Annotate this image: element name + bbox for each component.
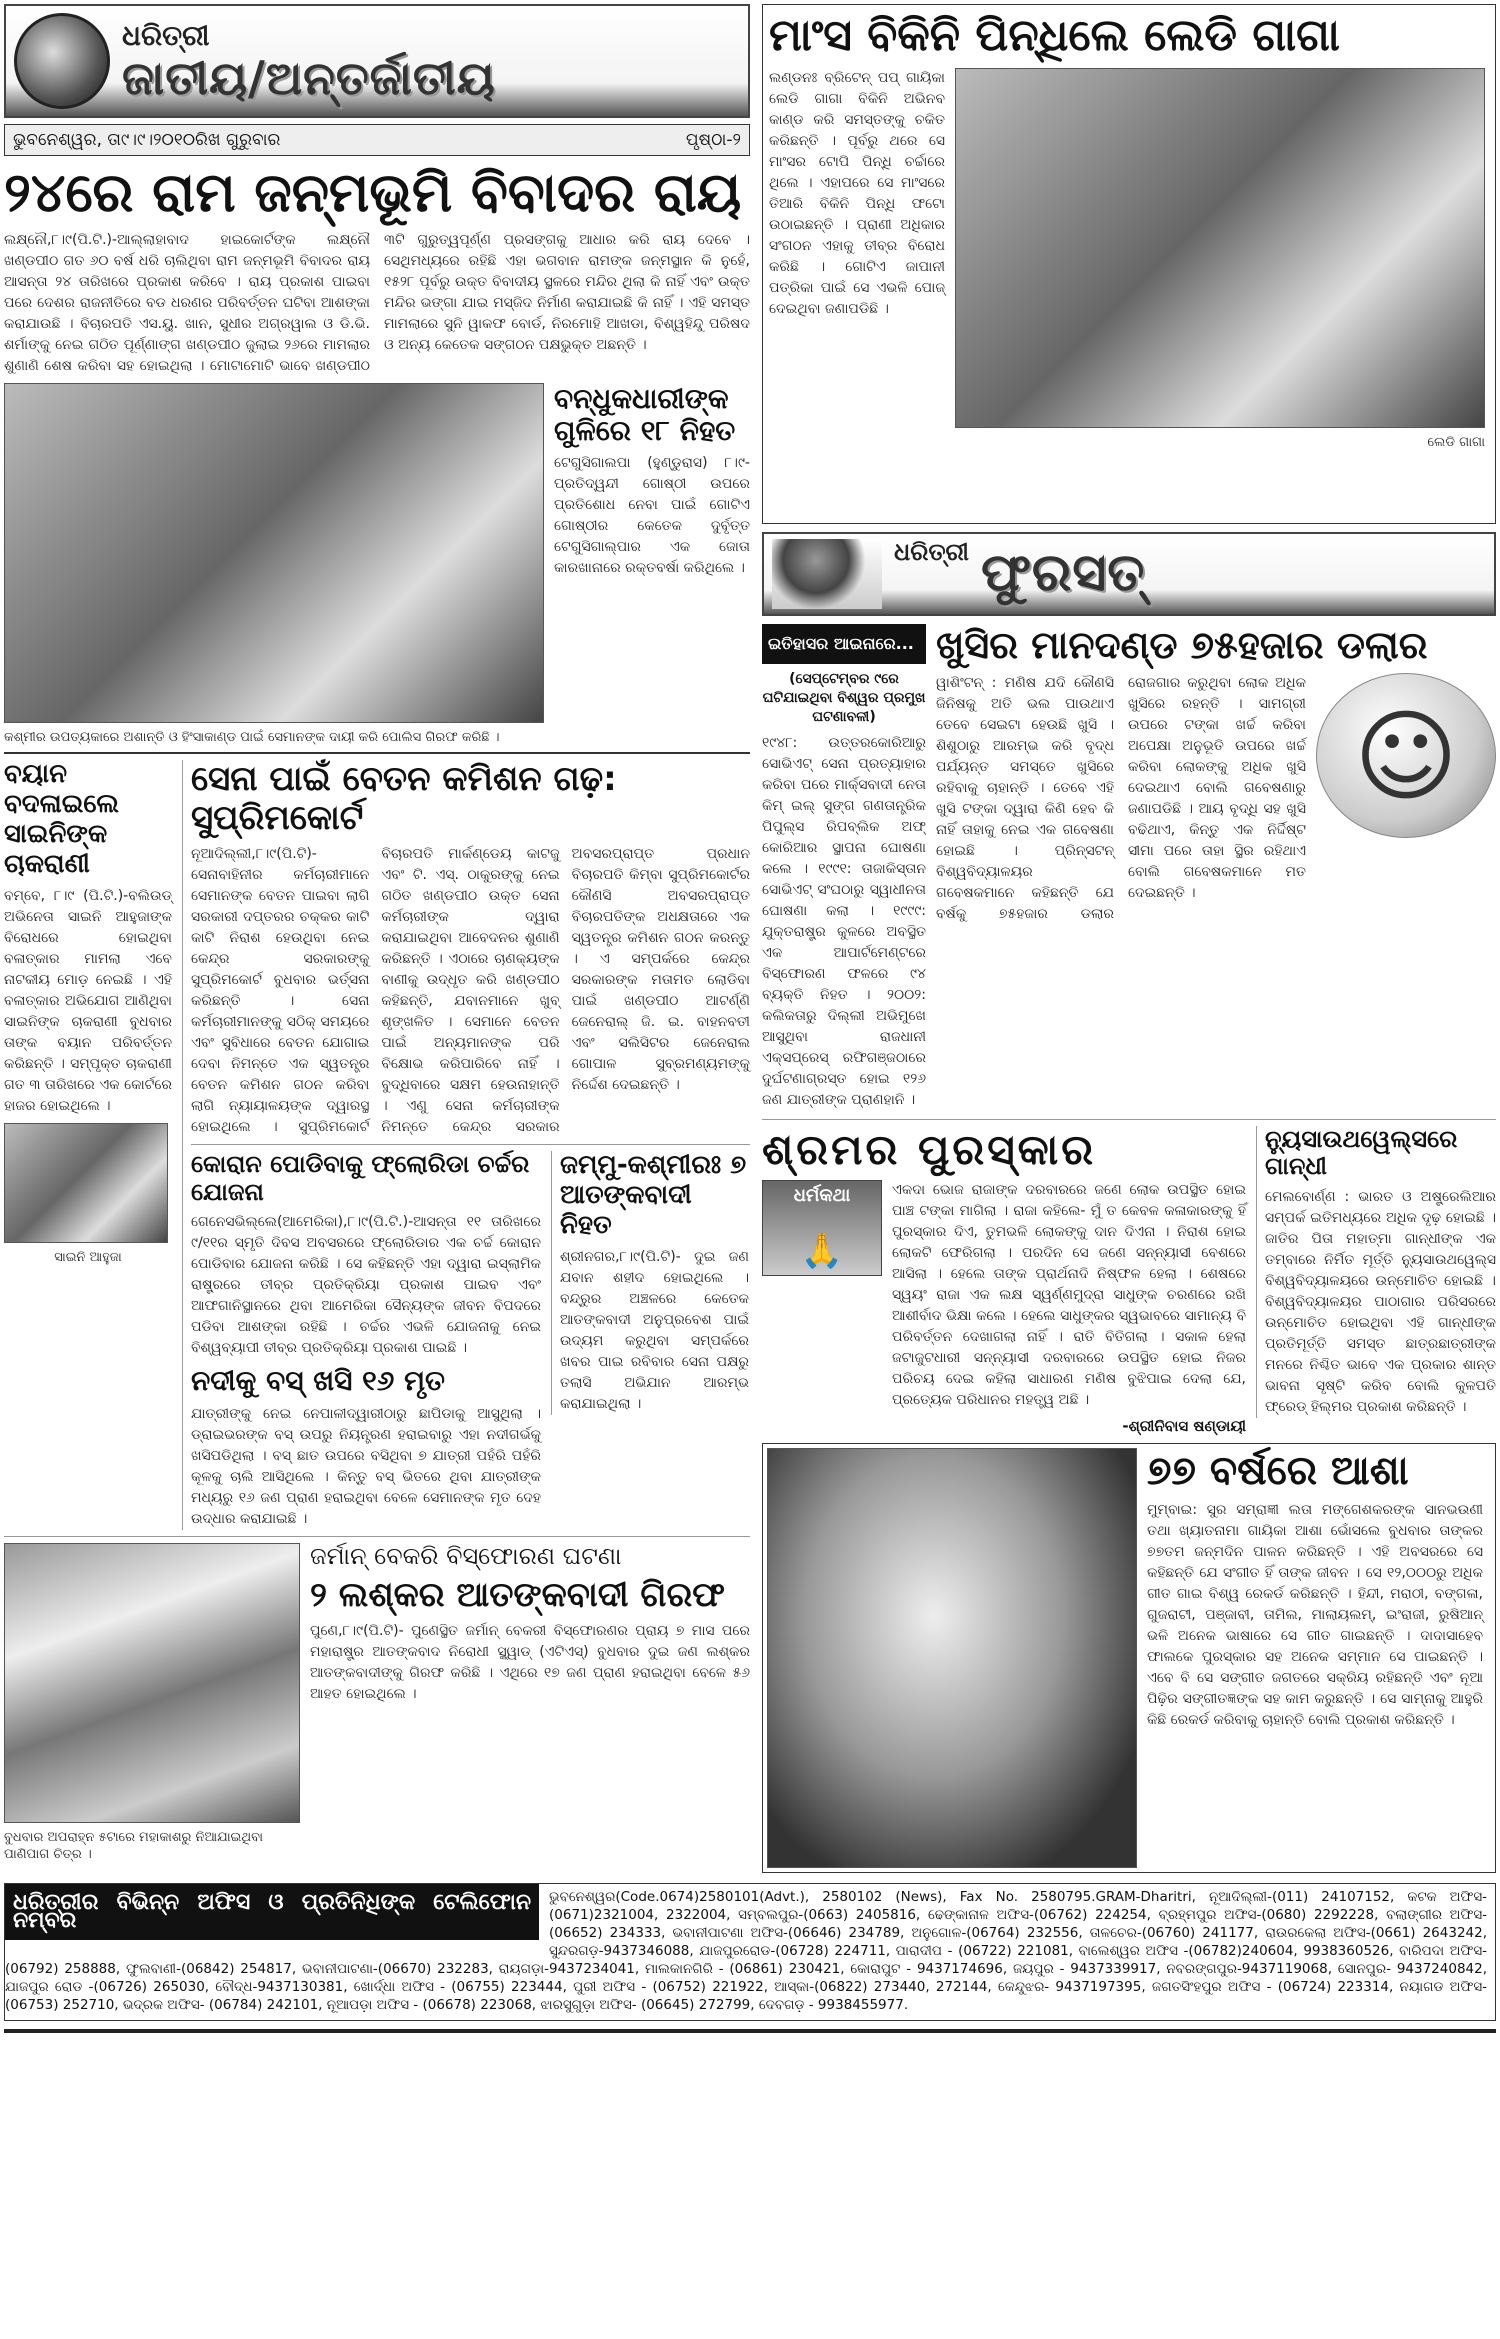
divider [4, 752, 750, 754]
bus-body: ଯାତ୍ରୀଙ୍କୁ ନେଇ ନେପାଳୀଦ୍ୱାରୀଠାରୁ ଛାପିଡାକୁ ଆସୁଥିଲା । ଡ୍ରାଇଭରଙ୍କ ବସ୍ ଉପରୁ ନିୟନ୍ତ୍ରଣ ହରାଇବାରୁ ଏହା ନଦୀଗର୍ଭକୁ ଖସିପଡିଥିଲା । ବସ୍ ଛାତ ଉପରେ ବସିଥିବା ୭ ଯାତ୍ରୀ ପହଁରି ପହଁରି କୂଳକୁ ଚାଲି ଆସିଥିଲେ । କିନ୍ତୁ ବସ୍ ଭିତରେ ଥିବା ଯାତ୍ରୀଙ୍କ ମଧ୍ୟରୁ ୧୬ ଜଣ ପ୍ରାଣ ହରାଇଥିବା ବେଳେ ସେମାନଙ୍କ ମୃତ ଦେହ ଉଦ୍ଧାର କରାଯାଇଛି । [191, 1405, 541, 1527]
lower-left-row [4, 760, 750, 1530]
asha-body: ମୁମ୍ବାଇ: ସୁର ସମ୍ରାଜ୍ଞୀ ଲତା ମଙ୍ଗେଶକରଙ୍କ ସାନଭଉଣୀ ତଥା ଖ୍ୟାତନାମା ଗାୟିକା ଆଶା ଭୋଁସଲେ ବୁଧବାର ତାଙ୍କର ୭୭ତମ ଜନ୍ମଦିନ ପାଳନ କରିଛନ୍ତି । ଏହି ଅବସରରେ ସେ କହିଛନ୍ତି ଯେ ସଂଗୀତ ହିଁ ତାଙ୍କ ଜୀବନ । ସେ ୧୨,୦୦୦ରୁ ଅଧିକ ଗୀତ ଗାଇ ବିଶ୍ୱ ରେକର୍ଡ କରିଛନ୍ତି । ହିନ୍ଦୀ, ମରାଠୀ, ବଙ୍ଗଳା, ଗୁଜରାଟୀ, ପଞ୍ଜାବୀ, ତାମିଲ, ମାଲାୟଲମ୍, ଇଂରାଜୀ, ରୁଷିଆନ୍ ଭଳି ଅନେକ ଭାଷାରେ ସେ ଗୀତ ଗାଇଛନ୍ତି । ଦାଦାସାହେବ ଫାଲକେ ପୁରସ୍କାର ସହ ଅନେକ ସମ୍ମାନ ସେ ପାଇଛନ୍ତି । ଏବେ ବି ସେ ସଙ୍ଗୀତ ଜଗତରେ ସକ୍ରିୟ ରହିଛନ୍ତି ଏବଂ ନୂଆ ପିଢ଼ିର ସଙ୍ଗୀତଜ୍ଞଙ୍କ ସହ କାମ କରୁଛନ୍ତି । ସେ ସାମ୍ନାକୁ ଆହୁରି କିଛି ରେକର୍ଡ କରିବାକୁ ଚାହାନ୍ତି ବୋଲି ପ୍ରକାଶ କରିଛନ୍ତି । [1147, 1501, 1483, 1728]
quran-headline: କୋରାନ ପୋଡିବାକୁ ଫ୍ଲୋରିଡା ଚର୍ଚ୍ଚର ଯୋଜନା [191, 1150, 530, 1206]
saini-photo [4, 1123, 168, 1243]
army-headline: ସେନା ପାଇଁ ବେତନ କମିଶନ ଗଢ଼: ସୁପ୍ରିମକୋର୍ଟ [191, 759, 617, 839]
gaga-photo [955, 68, 1485, 428]
quran-body: ଗେନେସଭିଲ୍ଲେ(ଆମେରିକା),୮।୯(ପି.ଟି.)-ଆସନ୍ତା ୧୧ ତାରିଖରେ ୯/୧୧ର ସ୍ମୃତି ଦିବସ ଅବସରରେ ଫ୍ଲୋରିଡାର ଏକ ଚର୍ଚ୍ଚ କୋରାନ ପୋଡିବାର ଯୋଜନା କରିଛି । ସେ କହିଛନ୍ତି ଏହା ଦ୍ୱାରା ଇସ୍ଲାମିକ ରାଷ୍ଟ୍ରରେ ତୀବ୍ର ପ୍ରତିକ୍ରିୟା ପ୍ରକାଶ ପାଇବ ଏବଂ ଆଫଗାନିସ୍ଥାନରେ ଥିବା ଆମେରିକା ସୈନ୍ୟଙ୍କ ଜୀବନ ବିପଦରେ ପଡିବା ଆଶଙ୍କା ରହିଛି । ଚର୍ଚ୍ଚର ଏଭଳି ଯୋଜନାକୁ ନେଇ ବିଶ୍ୱବ୍ୟାପୀ ତୀବ୍ର ପ୍ରତିକ୍ରିୟା ପ୍ରକାଶ ପାଇଛି । [191, 1214, 541, 1357]
ram-headline: ୨୪ରେ ରାମ ଜନ୍ମଭୂମି ବିବାଦର ରାୟ [4, 161, 742, 224]
shram-gandhi-row [762, 1119, 1496, 1435]
happiness-body: ୱାଶିଂଟନ୍ : ମଣିଷ ଯଦି କୌଣସି ଜିନିଷକୁ ଅତି ଭଲ ପାଉଥାଏ ତେବେ ସେଇଟା ହେଉଛି ଖୁସି । ଶିଶୁଠାରୁ ଆରମ୍ଭ କରି ବୃଦ୍ଧ ପର୍ଯ୍ୟନ୍ତ ସମସ୍ତେ ଖୁସିରେ ରହିବାକୁ ଚାହାନ୍ତି । ତେବେ ଏହି ଖୁସି ଟଙ୍କା ଦ୍ୱାରା କିଣି ହେବ କି ନାହିଁ ତାହାକୁ ନେଇ ଏକ ଗବେଷଣା ହୋଇଛି । ପ୍ରିନ୍ସଟନ୍ ବିଶ୍ୱବିଦ୍ୟାଳୟର ଗବେଷକମାନେ କହିଛନ୍ତି ଯେ ବର୍ଷକୁ ୭୫ହଜାର ଡଲାର ରୋଜଗାର କରୁଥିବା ଲୋକ ଅଧିକ ଖୁସିରେ ରହନ୍ତି । ସାମଗ୍ରୀ ଉପରେ ଟଙ୍କା ଖର୍ଚ୍ଚ କରିବା ଅପେକ୍ଷା ଅନୁଭୂତି ଉପରେ ଖର୍ଚ୍ଚ କରିବା ଲୋକଙ୍କୁ ଅଧିକ ଖୁସି ଦେଇଥାଏ ବୋଲି ଗବେଷଣାରୁ ଜଣାପଡିଛି । ଆୟ ବୃଦ୍ଧି ସହ ଖୁସି ବଢିଥାଏ, କିନ୍ତୁ ଏକ ନିର୍ଦ୍ଦିଷ୍ଟ ସୀମା ପରେ ତାହା ସ୍ଥିର ରହିଥାଏ ବୋଲି ଗବେଷକମାନେ ମତ ଦେଇଛନ୍ତି । [936, 675, 1306, 923]
shram-author: -ଶ୍ରୀନିବାସ ଷଣ୍ଡାୟୀ [1122, 1416, 1246, 1435]
dharmakatha-label: ଧର୍ମକଥା [793, 1184, 851, 1206]
gaga-headline: ମାଂସ ବିକିନି ପିନ୍ଧିଲେ ଲେଡି ଗାଗା [769, 10, 1340, 61]
history-body: ୧୯୪୮: ଉତ୍ତରକୋରିଆରୁ ସୋଭିଏଟ୍ ସେନା ପ୍ରତ୍ୟାହାର କରିବା ପରେ ମାର୍କ୍ସବାଦୀ ନେତା କିମ୍ ଇଲ୍ ସୁଙ୍ଗ ଗଣତାନ୍ତ୍ରିକ ପିପୁଲ୍ସ ରିପବ୍ଲିକ ଅଫ୍ କୋରିଆର ସ୍ଥାପନା ଘୋଷଣା କଲେ । ୧୯୯୧: ତାଜାକିସ୍ତାନ ସୋଭିଏଟ୍ ସଂଘଠାରୁ ସ୍ୱାଧୀନତା ଘୋଷଣା କଲା । ୧୯୯୯: ଯୁକ୍ତରାଷ୍ଟ୍ର କୁଳରେ ଅବସ୍ଥିତ ଏକ ଆପାର୍ଟମେଣ୍ଟରେ ବିସ୍ଫୋରଣ ଫଳରେ ୯୪ ବ୍ୟକ୍ତି ନିହତ । ୨୦୦୨: କଲିକତାରୁ ଦିଲ୍ଲୀ ଅଭିମୁଖେ ଆସୁଥିବା ରାଜଧାନୀ ଏକ୍ସପ୍ରେସ୍ ରଫିଗଞ୍ଜଠାରେ ଦୁର୍ଘଟଣାଗ୍ରସ୍ତ ହୋଇ ୧୨୬ ଜଣ ଯାତ୍ରୀଙ୍କ ପ୍ରାଣହାନି । [762, 734, 926, 1108]
section-masthead [4, 4, 750, 118]
globe-logo-icon [14, 13, 110, 109]
gaga-body-continued [769, 457, 1489, 517]
history-happiness-row [762, 624, 1496, 1111]
german-headline: ୨ ଲଶ୍କର ଆତଙ୍କବାଦୀ ଗିରଫ [310, 1575, 725, 1616]
gaga-photo-caption: ଲେଡି ଗାଗା [1427, 434, 1485, 450]
saini-photo-caption: ସାଇନି ଆହୁଜା [54, 1249, 122, 1265]
saini-headline: ବୟାନ ବଦଳାଇଲେ ସାଇନିଙ୍କ ଚାକରାଣୀ [4, 759, 119, 879]
satellite-weather-photo [4, 1543, 300, 1823]
army-body: ନୂଆଦିଲ୍ଲୀ,୮।୯(ପି.ଟି)- ସେନାବାହିନୀର କର୍ମଚାରୀମାନେ ସେମାନଙ୍କ ବେତନ ପାଇବା ଲାଗି ସରକାରୀ ଦପ୍ତରର ଚକ୍କର କାଟି କାଟି ନିରାଶ ହେଉଥିବା ନେଇ କେନ୍ଦ୍ର ସରକାରଙ୍କୁ ସୁପ୍ରିମକୋର୍ଟ ବୁଧବାର ଭର୍ତ୍ସନା କରିଛନ୍ତି । ସେନା କର୍ମଚାରୀମାନଙ୍କୁ ସଠିକ୍ ସମୟରେ ଏବଂ ସୁବିଧାରେ ବେତନ ଯୋଗାଇ ଦେବା ନିମନ୍ତେ ଏକ ସ୍ୱତନ୍ତ୍ର ବେତନ କମିଶନ ଗଠନ କରିବା ଲାଗି ନ୍ୟାୟାଳୟଙ୍କ ଦ୍ୱାରସ୍ଥ ହୋଇଥିଲେ । ସୁପ୍ରିମକୋର୍ଟ ବିଚାରପତି ମାର୍କଣ୍ଡେୟ କାଟଜୁ ଏବଂ ଟି. ଏସ୍. ଠାକୁରଙ୍କୁ ନେଇ ଗଠିତ ଖଣ୍ଡପୀଠ ଉକ୍ତ ସେନା କର୍ମଚାରୀଙ୍କ ଦ୍ୱାରା କରାଯାଇଥିବା ଆବେଦନର ଶୁଣାଣି କରିଛନ୍ତି । ଏଠାରେ ଚାଣକ୍ୟଙ୍କ ବାଣୀକୁ ଉଦ୍ଧୃତ କରି ଖଣ୍ଡପୀଠ କହିଛନ୍ତି, ଯବାନମାନେ ଖୁବ୍ ଶୃଙ୍ଖଳିତ । ସେମାନେ ବେତନ ପାଇଁ ଅନ୍ୟମାନଙ୍କ ପରି ବିକ୍ଷୋଭ କରିପାରିବେ ନାହିଁ । ବୁଦ୍ଧିବାରେ ସକ୍ଷମ ହେଉନାହାନ୍ତି । ଏଣୁ ସେନା କର୍ମଚାରୀଙ୍କ ନିମନ୍ତେ କେନ୍ଦ୍ର ସରକାର ଅବସରପ୍ରାପ୍ତ ପ୍ରଧାନ ବିଚାରପତି କିମ୍ବା ସୁପ୍ରିମକୋର୍ଟର କୌଣସି ଅବସରପ୍ରାପ୍ତ ବିଚାରପତିଙ୍କ ଅଧକ୍ଷତାରେ ଏକ ସ୍ୱତନ୍ତ୍ର କମିଶନ ଗଠନ କରନ୍ତୁ । ଏ ସମ୍ପର୍କରେ କେନ୍ଦ୍ର ସରକାରଙ୍କ ମତାମତ ଲୋଡିବା ପାଇଁ ଖଣ୍ଡପୀଠ ଆଟର୍ଣ୍ଣି ଜେନେରାଲ୍ ଜି. ଇ. ବାହନବତୀ ଏବଂ ସଲିସିଟର ଜେନେରାଲ ଗୋପାଳ ସୁବ୍ରମଣ୍ୟମଙ୍କୁ ନିର୍ଦ୍ଦେଶ ଦେଇଛନ୍ତି । [191, 846, 750, 1136]
history-label: ଇତିହାସର ଆଇନାରେ... [762, 624, 926, 664]
german-row [4, 1536, 750, 1863]
gaga-panel [762, 4, 1496, 524]
dateline: ଭୁବନେଶ୍ୱର, ତା୯।୯।୨୦୧୦ରିଖ ଗୁରୁବାର [13, 130, 281, 150]
gunmen-headline: ବନ୍ଧୁକଧାରୀଙ୍କ ଗୁଳିରେ ୧୮ ନିହତ [554, 382, 736, 448]
bus-headline: ନଦୀକୁ ବସ୍ ଖସି ୧୬ ମୃତ [191, 1364, 445, 1398]
bottom-rule [4, 2029, 1496, 2033]
shram-headline: ଶ୍ରମର ପୁରସ୍କାର [762, 1124, 1097, 1174]
footer-title: ଧରିତ୍ରୀର ବିଭିନ୍ନ ଅଫିସ ଓ ପ୍ରତିନିଧିଙ୍କ ଟେଲିଫୋନ ନମ୍ବର [5, 1884, 539, 1940]
asha-photo [767, 1448, 1137, 1868]
gaga-body: ଲଣ୍ଡନଃ ବ୍ରିଟେନ୍ ପପ୍ ଗାୟିକା ଲେଡି ଗାଗା ବିକିନି ଅଭିନବ କାଣ୍ଡ କରି ସମସ୍ତଙ୍କୁ ଚକିତ କରିଛନ୍ତି । ପୂର୍ବରୁ ଥରେ ସେ ମାଂସର ଟୋପି ପିନ୍ଧି ଚର୍ଚ୍ଚାରେ ଥିଲେ । ଏହାପରେ ସେ ମାଂସରେ ତିଆରି ବିକିନି ପିନ୍ଧି ଫଟୋ ଉଠାଇଛନ୍ତି । ପ୍ରାଣୀ ଅଧିକାର ସଂଗଠନ ଏହାକୁ ତୀବ୍ର ବିରୋଧ କରିଛି । ଗୋଟିଏ ଜାପାନୀ ପତ୍ରିକା ପାଇଁ ସେ ଏଭଳି ପୋଜ୍ ଦେଇଥିବା ଜଣାପଡିଛି । [769, 69, 945, 317]
saini-body: ବମ୍ବେ, ୮।୯ (ପି.ଟି.)-ବଲିଉଡ୍ ଅଭିନେତା ସାଇନି ଆହୁଜାଙ୍କ ବିରୋଧରେ ହୋଇଥିବା ବଳାତ୍କାର ମାମଲା ଏବେ ନାଟକୀୟ ମୋଡ଼ ନେଇଛି । ଏହି ବଳାତ୍କାର ଅଭିଯୋଗ ଆଣିଥିବା ସାଇନିଙ୍କ ଚାକରାଣୀ ବୁଧବାର ତାଙ୍କ ବୟାନ ପରିବର୍ତ୍ତନ କରିଛନ୍ତି । ସମ୍ପୃକ୍ତ ଚାକରାଣୀ ଗତ ୩ ତାରିଖରେ ଏକ କୋର୍ଟରେ ହାଜର ହୋଇଥିଲେ । [4, 887, 172, 1114]
right-column [762, 4, 1496, 1873]
page-number: ପୃଷ୍ଠା-୨ [685, 130, 741, 150]
left-column [4, 4, 750, 1863]
smiley-face-icon: ☺ [1316, 673, 1496, 838]
asha-panel [762, 1443, 1496, 1873]
fursat-banner [762, 532, 1496, 616]
history-subtitle: (ସେପ୍ଟେମ୍ବର ୯ରେ ଘଟିଯାଇଥିବା ବିଶ୍ୱର ପ୍ରମୁଖ ଘଟଣାବଳୀ) [762, 670, 926, 725]
newspaper-page [4, 4, 1496, 1873]
gandhi-body: ମେଲବୋର୍ଣ୍ଣ : ଭାରତ ଓ ଅଷ୍ଟ୍ରେଲିଆର ସମ୍ପର୍କ ଇତିମଧ୍ୟରେ ଅଧିକ ଦୃଢ଼ ହୋଇଛି । ଜାତିର ପିତା ମହାତ୍ମା ଗାନ୍ଧୀଙ୍କ ଏକ ତମ୍ବାରେ ନିର୍ମିତ ମୂର୍ତ୍ତି ନ୍ୟୁସାଉଥୱେଲ୍ସ ବିଶ୍ୱବିଦ୍ୟାଳୟରେ ଉନ୍ମୋଚିତ ହୋଇଛି । ବିଶ୍ୱବିଦ୍ୟାଳୟର ପାଠାଗାର ପରିସରରେ ଉନ୍ମୋଚିତ ହୋଇଥିବା ଏହି ଗାନ୍ଧୀଙ୍କ ପ୍ରତିମୂର୍ତ୍ତି ସମସ୍ତ ଛାତ୍ରଛାତ୍ରୀଙ୍କ ମନରେ ନିଶ୍ଚିତ ଭାବେ ଏକ ପ୍ରକାର ଶାନ୍ତ ଭାବନା ସୃଷ୍ଟି କରିବ ବୋଲି କୁଳପତି ଫ୍ରେଡ୍ ହିଲ୍ମର ପ୍ରକାଶ କରିଛନ୍ତି । [1265, 1188, 1496, 1415]
kashmir-row [4, 383, 750, 746]
jammu-body: ଶ୍ରୀନଗର,୮।୯(ପି.ଟି)- ଦୁଇ ଜଣ ଯବାନ ଶହୀଦ ହୋଇଥିଲେ । ବନ୍ଦ୍ରୁର ଅଞ୍ଚଳରେ କେତେକ ଆତଙ୍କବାଦୀ ଅନୁପ୍ରବେଶ ପାଇଁ ଉଦ୍ୟମ କରୁଥିବା ସମ୍ପର୍କରେ ଖବର ପାଇ ରବିବାର ସେନା ପକ୍ଷରୁ ତଲାସି ଅଭିଯାନ ଆରମ୍ଭ କରାଯାଇଥିଲା । [560, 1248, 749, 1412]
fursat-title: ଫୁରସତ୍ [980, 543, 1146, 603]
german-body: ପୁଣେ,୮।୯(ପି.ଟି)- ପୁଣେସ୍ଥିତ ଜର୍ମାନ୍ ବେକରୀ ବିସ୍ଫୋରଣର ପ୍ରାୟ ୭ ମାସ ପରେ ମହାରାଷ୍ଟ୍ର ଆତଙ୍କବାଦ ନିରୋଧୀ ସ୍କ୍ୱାଡ୍ (ଏଟିଏସ୍) ବୁଧବାର ଦୁଇ ଜଣ ଲଶ୍କର ଆତଙ୍କବାଦୀଙ୍କୁ ଗିରଫ କରିଛି । ଏଥିରେ ୧୭ ଜଣ ପ୍ରାଣ ହରାଇଥିବା ବେଳେ ୫୬ ଆହତ ହୋଇଥିଲେ । [310, 1623, 750, 1703]
newspaper-logo: ଧରିତ୍ରୀ [122, 18, 210, 52]
satellite-photo-caption: ବୁଧବାର ଅପରାହ୍ନ ୫ଟାରେ ମହାକାଶରୁ ନିଆଯାଇଥିବା ପାଣିପାଗ ଚିତ୍ର । [4, 1829, 263, 1862]
cartoon-cat-reading-icon [772, 539, 882, 609]
gandhi-headline: ନ୍ୟୁସାଉଥୱେଲ୍ସରେ ଗାନ୍ଧୀ [1265, 1124, 1458, 1181]
section-title: ଜାତୀୟ/ଅନ୍ତର୍ଜାତୀୟ [122, 50, 496, 105]
praying-hands-icon: 🙏 [800, 1230, 844, 1271]
asha-headline: ୭୭ ବର୍ଷରେ ଆଶା [1147, 1447, 1409, 1494]
kashmir-photo-caption: କଶ୍ମୀର ଉପତ୍ୟକାରେ ଅଶାନ୍ତି ଓ ହିଂସାକାଣ୍ଡ ପାଇଁ ସେମାନଙ୍କ ଦାୟୀ କରି ପୋଲିସ ଗିରଫ କରିଛି । [4, 730, 500, 746]
footer-contact-list: ଭୁବନେଶ୍ୱର(Code.0674)2580101(Advt.), 2580102 (News), Fax No. 2580795.GRAM-Dharitri, ନୂଆଦିଲ୍ଲୀ-(011) 24107152, କଟକ ଅଫିସ-(0671)2321004, 2322004, ସମ୍ବଲପୁର-(0663) 2405816, ଢେଙ୍କାନାଳ ଅଫିସ-(06762) 224254, ବ୍ରହ୍ମପୁର ଅଫିସ-(0680) 2292228, ବଲାଙ୍ଗୀର ଅଫିସ-(06652) 234333, ଭବାନୀପାଟଣା ଅଫିସ-(06646) 234789, ଅନୁଗୋଳ-(06764) 232556, ତାଳଚେର-(06760) 241177, ରାଉରକେଲା ଅଫିସ-(0661) 2643242, ସୁନ୍ଦରଗଡ଼-9437346088, ଯାଜପୁରରୋଡ-(06728) 224711, ପାରାଦୀପ - (06722) 221081, ବାଲେଶ୍ୱର ଅଫିସ -(06782)240604, 9938360526, ବାରିପଦା ଅଫିସ- (06792) 258888, ଫୁଲବାଣୀ-(06842) 254817, ଭବାନୀପାଟଣା-(06670) 232283, ରାୟଗଡ଼ା-9437234041, ମାଲକାନଗିରି - (06861) 230421, କୋରାପୁଟ - 9437174696, ଜୟପୁର - 9437339917, ନବରଙ୍ଗପୁର-9437119068, ସୋନପୁର- 9437240842, ଯାଜପୁର ରୋଡ -(06726) 265030, ବୌଦ୍ଧ-9437130381, ଖୋର୍ଦ୍ଧା ଅଫିସ - (06755) 223444, ପୁରୀ ଅଫିସ - (06752) 221922, ଆସ୍କା-(06822) 273440, 272144, କେନ୍ଦୁଝର- 9437197395, ଜଗତସିଂହପୁର ଅଫିସ - (06724) 223314, ନୟାଗଡ ଅଫିସ- (06753) 252710, ଭଦ୍ରକ ଅଫିସ- (06784) 242101, ନୂଆପଡ଼ା ଅଫିସ - (06678) 223068, ଝାରସୁଗୁଡ଼ା ଅଫିସ- (06645) 272799, ଦେବଗଡ଼ - 9938455977. [5, 1888, 1487, 2013]
jammu-headline: ଜମ୍ମୁ-କଶ୍ମୀରଃ ୭ ଆତଙ୍କବାଦୀ ନିହତ [560, 1150, 747, 1241]
shram-body: ଏକଦା ଭୋଜ ରାଜାଙ୍କ ଦରବାରରେ ଜଣେ ଲୋକ ଉପସ୍ଥିତ ହୋଇ ପାଞ୍ଚ ଟଙ୍କା ମାଗିଲା । ରାଜା କହିଲେ- ମୁଁ ତ କେବଳ କଳାକାରଙ୍କୁ ହିଁ ପୁରସ୍କାର ଦିଏ, ତୁମଭଳି ଲୋକଙ୍କୁ ଦାନ ଦିଏନା । ନିରାଶ ହୋଇ ଲୋକଟି ଫେରିଗଲା । ପରଦିନ ସେ ଜଣେ ସନ୍ନ୍ୟାସୀ ବେଶରେ ଆସିଲା । ହେଲେ ତାଙ୍କ ପ୍ରାର୍ଥନାଦି ନିଷ୍ଫଳ ହେଲା । ଶେଷରେ ସ୍ୱୟଂ ରାଜା ଏକ ଲକ୍ଷ ସ୍ୱର୍ଣ୍ଣମୁଦ୍ରା ସାଧୁଙ୍କ ଚରଣରେ ରଖି ଆଶୀର୍ବାଦ ଭିକ୍ଷା କଲେ । ହେଲେ ସାଧୁଙ୍କର ସ୍ୱଭାବରେ ସାମାନ୍ୟ ବି ପରିବର୍ତ୍ତନ ଦେଖାଗଲା ନାହିଁ । ରାତି ବିତିଗଲା । ସକାଳ ହେଲା ଜଟାଜୁଟଧାରୀ ସନ୍ନ୍ୟାସୀ ଦରବାରରେ ଉପସ୍ଥିତ ହୋଇ ନିଜର ପରିଚୟ ଦେଇ କହିଲା ସାଧାରଣ ମଣିଷ ବୁଝିପାଇ ଦେଲା ଯେ, ପ୍ରତ୍ୟେକ ପରିଧାନର ମହତ୍ତ୍ୱ ଅଛି । [892, 1181, 1246, 1408]
footer-contacts [4, 1883, 1496, 2021]
dharmakatha-image [762, 1180, 882, 1276]
gunmen-body: ଟେଗୁସିଗାଲପା (ହୁଣ୍ଡୁରାସ) ୮।୯- ପ୍ରତିଦ୍ୱନ୍ଦୀ ଗୋଷ୍ଠୀ ଉପରେ ପ୍ରତିଶୋଧ ନେବା ପାଇଁ ଗୋଟିଏ ଗୋଷ୍ଠୀର କେତେକ ଦୁର୍ବୃତ୍ତ ଟେଗୁସିଗାଲ୍ପାର ଏକ ଜୋତା କାରଖାନାରେ ରକ୍ତବର୍ଷା କରିଥିଲେ । [554, 455, 750, 577]
ram-body: ଲକ୍ଷ୍ନୌ,୮।୯(ପି.ଟି.)-ଆଲ୍ଲାହାବାଦ ହାଇକୋର୍ଟଙ୍କ ଲକ୍ଷ୍ନୌ ଖଣ୍ଡପୀଠ ଗତ ୬୦ ବର୍ଷ ଧରି ଚାଲିଥିବା ରାମ ଜନ୍ମଭୂମି ବିବାଦର ରାୟ ଆସନ୍ତା ୨୪ ତାରିଖରେ ପ୍ରକାଶ କରିବେ । ରାୟ ପ୍ରକାଶ ପାଇବା ପରେ ଦେଶର ରାଜନୀତିରେ ବଡ ଧରଣର ପରିବର୍ତ୍ତନ ଘଟିବା ଆଶଙ୍କା କରାଯାଉଛି । ବିଚାରପତି ଏସ.ୟୁ. ଖାନ, ସୁଧୀର ଅଗ୍ରୱାଲ ଓ ଡି.ଭି. ଶର୍ମାଙ୍କୁ ନେଇ ଗଠିତ ପୂର୍ଣ୍ଣାଙ୍ଗ ଖଣ୍ଡପୀଠ ଜୁଲାଇ ୨୬ରେ ମାମଲାର ଶୁଣାଣି ଶେଷ କରିବା ସହ ହୋଇଥିଲା । ମୋଟାମୋଟି ଭାବେ ଖଣ୍ଡପୀଠ ୩ଟି ଗୁରୁତ୍ୱପୂର୍ଣ୍ଣ ପ୍ରସଙ୍ଗକୁ ଆଧାର କରି ରାୟ ଦେବେ । ସେଥିମଧ୍ୟରେ ରହିଛି ଏହା ଭଗବାନ ରାମଙ୍କ ଜନ୍ମସ୍ଥାନ କି ନୁହେଁ, ୧୫୨୮ ପୂର୍ବରୁ ଉକ୍ତ ବିବାଦୀୟ ସ୍ଥଳରେ ମନ୍ଦିର ଥିଲା କି ନାହିଁ ଏବଂ ଉକ୍ତ ମନ୍ଦିର ଭଙ୍ଗା ଯାଇ ମସ୍ଜିଦ ନିର୍ମାଣ କରାଯାଇଛି କି ନାହିଁ । ଏହି ସମସ୍ତ ମାମଲାରେ ସୁନି ୱାକଫ ବୋର୍ଡ, ନିରମୋହି ଆଖଡା, ବିଶ୍ୱହିନ୍ଦୁ ପରିଷଦ ଓ ଅନ୍ୟ କେତେକ ସଙ୍ଗଠନ ପକ୍ଷଭୁକ୍ତ ଅଛନ୍ତି । [4, 232, 750, 375]
dateline-bar [4, 124, 750, 156]
kashmir-photo [4, 383, 544, 723]
german-kicker: ଜର୍ମାନ୍ ବେକରି ବିସ୍ଫୋରଣ ଘଟଣା [310, 1541, 622, 1570]
fursat-logo: ଧରିତ୍ରୀ [894, 537, 969, 566]
happiness-headline: ଖୁସିର ମାନଦଣ୍ଡ ୭୫ହଜାର ଡଲାର [936, 622, 1428, 667]
